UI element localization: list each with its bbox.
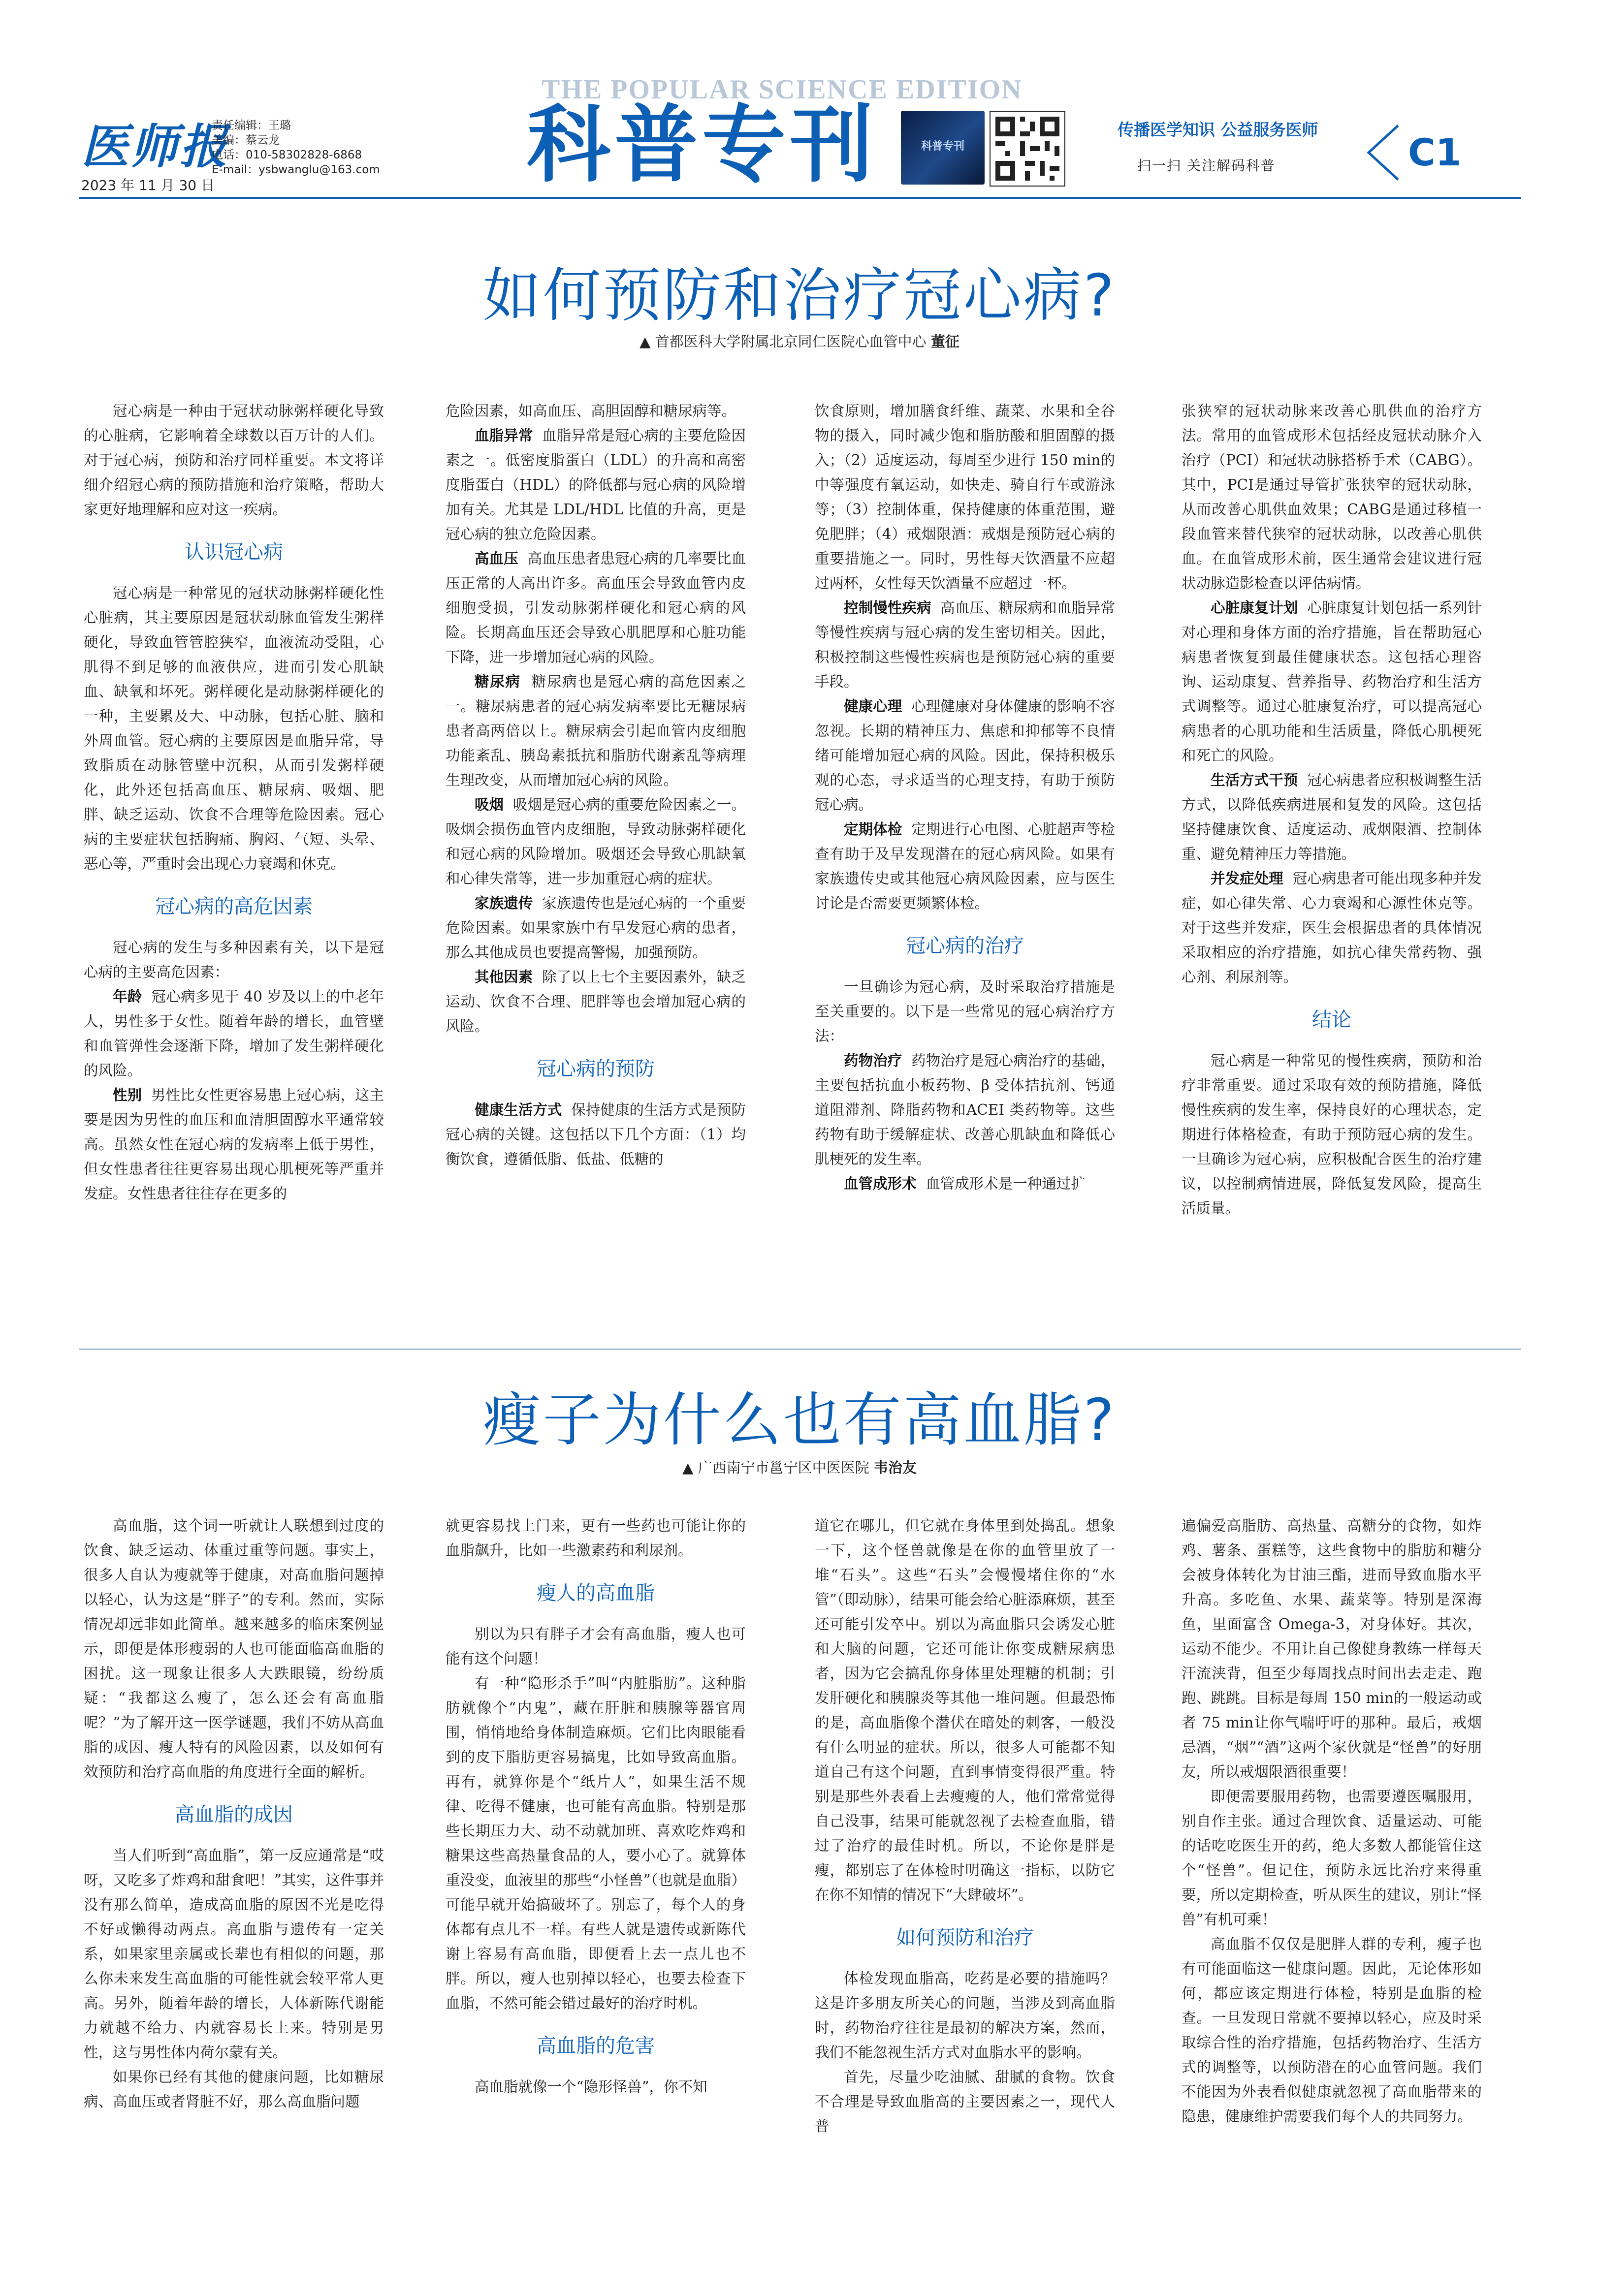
paragraph: 高血脂，这个词一听就让人联想到过度的饮食、缺乏运动、体重过重等问题。事实上，很多人自认为瘦就等于健康，对高血脂问题掉以轻心，认为这是“胖子”的专利。然而，实际情况却远非如此简单。越来越多的临床案例显示，即便是体形瘦弱的人也可能面临高血脂的困扰。这一现象让很多人大跌眼镜，纷纷质疑：“我都这么瘦了，怎么还会有高血脂呢？”为了解开这一医学谜题，我们不妨从高血脂的成因、瘦人特有的风险因素，以及如何有效预防和治疗高血脂的角度进行全面的解析。 — [84, 1517, 384, 1780]
section-heading: 结论 — [1312, 1008, 1351, 1031]
paragraph: 当人们听到“高血脂”，第一反应通常是“哎呀，又吃多了炸鸡和甜食吧！”其实，这件事并没有那么简单，造成高血脂的原因不光是吃得不好或懒得动两点。高血脂与遗传有一定关系，如果家里亲属或长辈也有相似的问题，那么你未来发生高血脂的可能性就会较平常人更高。另外，随着年龄的增长，人体新陈代谢能力就越不给力、内就容易长上来。特别是男性，这与男性体内荷尔蒙有关。 — [84, 1847, 384, 2061]
article-1-column-1 — [84, 399, 384, 1206]
paragraph — [815, 596, 1115, 694]
masthead-divider — [79, 197, 1521, 199]
byline-author: 董征 — [930, 333, 959, 350]
edition-poster-image — [901, 111, 985, 185]
article-2-column-1 — [84, 1513, 384, 2114]
paragraph: 冠心病是一种常见的慢性疾病，预防和治疗非常重要。通过采取有效的预防措施，降低慢性疾病的发生率，保持良好的心理状态，定期进行体格检查，有助于预防冠心病的发生。一旦确诊为冠心病，应积极配合医生的治疗建议，以控制病情进展，降低复发风险，提高生活质量。 — [1182, 1052, 1482, 1217]
paragraph: 就更容易找上门来，更有一些药也可能让你的血脂飙升，比如一些激素药和利尿剂。 — [446, 1517, 746, 1559]
article-1-column-2 — [446, 399, 746, 1171]
article-1-column-3 — [815, 399, 1115, 1196]
paragraph-lead: 心脏康复计划 — [1211, 599, 1298, 616]
section-heading: 高血脂的成因 — [175, 1803, 293, 1826]
section-heading: 如何预防和治疗 — [896, 1926, 1034, 1949]
editor-line: 电话：010-58302828-6868 — [212, 149, 362, 161]
article-divider — [79, 1349, 1521, 1350]
paragraph-lead: 健康生活方式 — [475, 1101, 562, 1118]
paragraph-text: 高血压患者患冠心病的几率要比血压正常的人高出许多。高血压会导致血管内皮细胞受损，引发动脉粥样硬化和冠心病的风险。长期高血压还会导致心肌肥厚和心脏功能下降，进一步增加冠心病的风险。 — [446, 550, 746, 665]
paragraph: 有一种“隐形杀手”叫“内脏脂肪”。这种脂肪就像个“内鬼”，藏在肝脏和胰腺等器官周围，悄悄地给身体制造麻烦。它们比肉眼能看到的皮下脂肪更容易搞鬼，比如导致高血脂。再有，就算你是个“纸片人”，如果生活不规律、吃得不健康，也可能有高血脂。特别是那些长期压力大、动不动就加班、喜欢吃炸鸡和糖果这些高热量食品的人，要小心了。就算体重没变，血液里的那些“小怪兽”（也就是血脂）可能早就开始搞破坏了。别忘了，每个人的身体都有点儿不一样。有些人就是遗传或新陈代谢上容易有高血脂，即便看上去一点儿也不胖。所以，瘦人也别掉以轻心，也要去检查下血脂，不然可能会错过最好的治疗时机。 — [446, 1675, 746, 2012]
paragraph-lead: 高血压 — [475, 550, 518, 567]
article-2-column-4 — [1182, 1513, 1482, 2129]
edition-name-en: THE POPULAR SCIENCE EDITION — [542, 74, 1023, 105]
paragraph: 别以为只有胖子才会有高血脂，瘦人也可能有这个问题！ — [446, 1626, 746, 1667]
scan-prompt: 扫一扫 关注解码科普 — [1137, 157, 1276, 174]
article-2-byline — [0, 1457, 1599, 1477]
article-1-title: 如何预防和治疗冠心病? — [482, 261, 1117, 329]
paragraph-lead: 定期体检 — [844, 821, 902, 838]
page-tab-chevron-icon — [1364, 123, 1403, 182]
paragraph-text: 吸烟是冠心病的重要危险因素之一。吸烟会损伤血管内皮细胞，导致动脉粥样硬化和冠心病的风险增加。吸烟还会导致心肌缺氧和心律失常等，进一步加重冠心病的症状。 — [446, 796, 746, 887]
qr-code-icon[interactable] — [990, 111, 1065, 187]
paragraph-text: 冠心病患者可能出现多种并发症，如心律失常、心力衰竭和心源性休克等。对于这些并发症，医生会根据患者的具体情况采取相应的治疗措施，如抗心律失常药物、强心剂、利尿剂等。 — [1182, 870, 1482, 985]
issue-date: 2023 年 11 月 30 日 — [81, 177, 215, 193]
paragraph: 高血脂就像一个“隐形怪兽”，你不知 — [475, 2078, 707, 2095]
paragraph-text: 保持健康的生活方式是预防冠心病的关键。这包括以下几个方面：（1）均衡饮食，遵循低脂、低盐、低糖的 — [446, 1101, 746, 1167]
paragraph: 冠心病是一种常见的冠状动脉粥样硬化性心脏病，其主要原因是冠状动脉血管发生粥样硬化，导致血管管腔狭窄，血液流动受阻，心肌得不到足够的血液供应，进而引发心肌缺血、缺氧和坏死。粥样硬化是动脉粥样硬化的一种，主要累及大、中动脉，包括心脏、脑和外周血管。冠心病的主要原因是血脂异常，导致脂质在动脉管壁中沉积，从而引发粥样硬化，此外还包括高血压、糖尿病、吸烟、肥胖、缺乏运动、饮食不合理等危险因素。冠心病的主要症状包括胸痛、胸闷、气短、头晕、恶心等，严重时会出现心力衰竭和休克。 — [84, 585, 384, 872]
section-heading: 认识冠心病 — [185, 541, 283, 564]
article-2-column-2 — [446, 1513, 746, 2099]
paragraph — [1182, 768, 1482, 866]
paragraph — [1182, 596, 1482, 768]
paragraph — [84, 984, 384, 1083]
paragraph-text: 心脏康复计划包括一系列针对心理和身体方面的治疗措施，旨在帮助冠心病患者恢复到最佳健康状态。这包括心理咨询、运动康复、营养指导、药物治疗和生活方式调整等。通过心脏康复治疗，可以提高冠心病患者的心肌功能和生活质量，降低心肌梗死和死亡的风险。 — [1182, 599, 1482, 764]
paragraph — [815, 1171, 1115, 1196]
paragraph-text: 心理健康对身体健康的影响不容忽视。长期的精神压力、焦虑和抑郁等不良情绪可能增加冠心病的风险。因此，保持积极乐观的心态，寻求适当的心理支持，有助于预防冠心病。 — [815, 698, 1115, 813]
poster-caption: 科普专刊 — [921, 140, 964, 153]
paragraph-text: 冠心病患者应积极调整生活方式，以降低疾病进展和复发的风险。这包括坚持健康饮食、适度运动、戒烟限酒、控制体重、避免精神压力等措施。 — [1182, 772, 1482, 862]
paragraph-lead: 年龄 — [113, 988, 142, 1005]
article-2-column-3 — [815, 1513, 1115, 2139]
article-1-byline — [0, 331, 1599, 351]
paragraph-lead: 其他因素 — [475, 969, 533, 985]
paragraph-lead: 血管成形术 — [844, 1175, 917, 1192]
paragraph: 首先，尽量少吃油腻、甜腻的食物。饮食不合理是导致血脂高的主要因素之一，现代人普 — [815, 2069, 1115, 2135]
paragraph: 一旦确诊为冠心病，及时采取治疗措施是至关重要的。以下是一些常见的冠心病治疗方法： — [815, 978, 1115, 1044]
paragraph — [1182, 866, 1482, 989]
paragraph: 如果你已经有其他的健康问题，比如糖尿病、高血压或者肾脏不好，那么高血脂问题 — [84, 2069, 384, 2110]
section-heading: 冠心病的预防 — [537, 1058, 655, 1080]
editor-line: 责任编辑：王璐 — [212, 119, 291, 132]
paragraph-lead: 药物治疗 — [844, 1052, 902, 1069]
editor-line: E-mail：ysbwanglu@163.com — [212, 163, 380, 176]
article-1-column-4 — [1182, 399, 1482, 1221]
section-heading: 瘦人的高血脂 — [537, 1582, 655, 1604]
paragraph-lead: 性别 — [113, 1087, 142, 1103]
paragraph: 张狭窄的冠状动脉来改善心肌供血的治疗方法。常用的血管成形术包括经皮冠状动脉介入治疗（PCI）和冠状动脉搭桥手术（CABG）。其中，PCI是通过导管扩张狭窄的冠状动脉，从而改善心肌供血效果；CABG是通过移植一段血管来替代狭窄的冠状动脉，以改善心肌供血。在血管成形术前，医生通常会建议进行冠状动脉造影检查以评估病情。 — [1182, 403, 1482, 592]
editor-line: 美编：蔡云龙 — [212, 134, 280, 147]
paragraph-text: 男性比女性更容易患上冠心病，这主要是因为男性的血压和血清胆固醇水平通常较高。虽然女性在冠心病的发病率上低于男性，但女性患者往往更容易出现心肌梗死等严重并发症。女性患者往往存在更多的 — [84, 1087, 384, 1202]
byline-affiliation: ▲ 首都医科大学附属北京同仁医院心血管中心 — [640, 333, 931, 350]
paragraph: 饮食原则，增加膳食纤维、蔬菜、水果和全谷物的摄入，同时减少饱和脂肪酸和胆固醇的摄入；（2）适度运动，每周至少进行 150 min的中等强度有氧运动，如快走、骑自行车或游泳等；（3）控制体重，保持健康的体重范围，避免肥胖；（4）戒烟限酒：戒烟是预防冠心病的重要措施之一。同时，男性每天饮酒量不应超过两杯，女性每天饮酒量不应超过一杯。 — [815, 403, 1115, 592]
section-heading: 冠心病的治疗 — [906, 935, 1024, 957]
paragraph-text: 除了以上七个主要因素外，缺乏运动、饮食不合理、肥胖等也会增加冠心病的风险。 — [446, 969, 746, 1035]
paragraph: 危险因素，如高血压、高胆固醇和糖尿病等。 — [446, 403, 736, 419]
paragraph-lead: 生活方式干预 — [1211, 772, 1298, 788]
paragraph — [815, 694, 1115, 817]
paragraph — [446, 965, 746, 1038]
paragraph: 道它在哪儿，但它就在身体里到处捣乱。想象一下，这个怪兽就像是在你的血管里放了一堆“石头”。这些“石头”会慢慢堵住你的“水管”（即动脉），结果可能会给心脏添麻烦，甚至还可能引发卒中。别以为高血脂只会诱发心脏和大脑的问题，它还可能让你变成糖尿病患者，因为它会搞乱你身体里处理糖的机制；引发肝硬化和胰腺炎等其他一堆问题。但最恐怖的是，高血脂像个潜伏在暗处的刺客，一般没有什么明显的症状。所以，很多人可能都不知道自己有这个问题，直到事情变得很严重。特别是那些外表看上去瘦瘦的人，他们常常觉得自己没事，结果可能就忽视了去检查血脂，错过了治疗的最佳时机。所以，不论你是胖是瘦，都别忘了在体检时明确这一指标，以防它在你不知情的情况下“大肆破坏”。 — [815, 1517, 1115, 1903]
newspaper-logo: 医师报 — [81, 119, 229, 174]
paragraph-lead: 糖尿病 — [475, 673, 521, 690]
paragraph-text: 血脂异常是冠心病的主要危险因素之一。低密度脂蛋白（LDL）的升高和高密度脂蛋白（HDL）的降低都与冠心病的风险增加有关。尤其是 LDL/HDL 比值的升高，更是冠心病的独立危险因素。 — [446, 427, 746, 542]
paragraph-lead: 控制慢性疾病 — [844, 599, 931, 616]
edition-title: 科普专刊 — [527, 96, 878, 194]
paragraph: 冠心病是一种由于冠状动脉粥样硬化导致的心脏病，它影响着全球数以百万计的人们。对于冠心病，预防和治疗同样重要。本文将详细介绍冠心病的预防措施和治疗策略，帮助大家更好地理解和应对这一疾病。 — [84, 403, 384, 518]
qr-code-pattern — [991, 112, 1064, 186]
section-heading: 冠心病的高危因素 — [155, 895, 313, 918]
paragraph-text: 冠心病多见于 40 岁及以上的中老年人，男性多于女性。随着年龄的增长，血管壁和血管弹性会逐渐下降，增加了发生粥样硬化的风险。 — [84, 988, 384, 1079]
paragraph — [815, 817, 1115, 915]
paragraph: 体检发现血脂高，吃药是必要的措施吗？这是许多朋友所关心的问题，当涉及到高血脂时，药物治疗往往是最初的解决方案，然而，我们不能忽视生活方式对血脂水平的影响。 — [815, 1970, 1115, 2061]
paragraph-lead: 血脂异常 — [475, 427, 533, 444]
paragraph: 遍偏爱高脂肪、高热量、高糖分的食物，如炸鸡、薯条、蛋糕等，这些食物中的脂肪和糖分会被身体转化为甘油三酯，进而导致血脂水平升高。多吃鱼、水果、蔬菜等。特别是深海鱼，里面富含 Omega-3，对身体好。其次，运动不能少。不用让自己像健身教练一样每天汗流浃背，但至少每周找点时间出去走走、跑跑、跳跳。目标是每周 150 min的一般运动或者 75 min让你气喘吁吁的那种。最后，戒烟忌酒，“烟”“酒”这两个家伙就是“怪兽”的好朋友，所以戒烟限酒很重要！ — [1182, 1517, 1482, 1780]
paragraph-text: 定期进行心电图、心脏超声等检查有助于及早发现潜在的冠心病风险。如果有家族遗传史或其他冠心病风险因素，应与医生讨论是否需要更频繁体检。 — [815, 821, 1115, 912]
paragraph: 冠心病的发生与多种因素有关，以下是冠心病的主要高危因素： — [84, 939, 384, 980]
paragraph — [446, 891, 746, 965]
paragraph — [446, 546, 746, 669]
paragraph — [815, 1048, 1115, 1171]
paragraph-lead: 并发症处理 — [1211, 870, 1283, 887]
paragraph — [446, 669, 746, 792]
paragraph-lead: 吸烟 — [475, 796, 504, 813]
paragraph: 即便需要服用药物，也需要遵医嘱服用，别自作主张。通过合理饮食、适量运动、可能的话吃吃医生开的药，绝大多数人都能管住这个“怪兽”。但记住，预防永远比治疗来得重要，所以定期检查，听从医生的建议，别让“怪兽”有机可乘！ — [1182, 1788, 1482, 1928]
paragraph: 高血脂不仅仅是肥胖人群的专利，瘦子也有可能面临这一健康问题。因此，无论体形如何，都应该定期进行体检，特别是血脂的检查。一旦发现日常就不要掉以轻心，应及时采取综合性的治疗措施，包括药物治疗、生活方式的调整等，以预防潜在的心血管问题。我们不能因为外表看似健康就忽视了高血脂带来的隐患，健康维护需要我们每个人的共同努力。 — [1182, 1936, 1482, 2125]
paragraph-text: 高血压、糖尿病和血脂异常等慢性疾病与冠心病的发生密切相关。因此，积极控制这些慢性疾病也是预防冠心病的重要手段。 — [815, 599, 1115, 690]
paragraph-text: 药物治疗是冠心病治疗的基础，主要包括抗血小板药物、β 受体拮抗剂、钙通道阻滞剂、降脂药物和ACEI 类药物等。这些药物有助于缓解症状、改善心肌缺血和降低心肌梗死的发生率。 — [815, 1052, 1115, 1167]
paragraph-lead: 健康心理 — [844, 698, 902, 715]
paragraph — [446, 1098, 746, 1171]
paragraph-text: 家族遗传也是冠心病的一个重要危险因素。如果家族中有早发冠心病的患者，那么其他成员也要提高警惕，加强预防。 — [446, 895, 746, 961]
paragraph — [446, 423, 746, 546]
paragraph-lead: 家族遗传 — [475, 895, 533, 912]
paragraph — [446, 792, 746, 891]
paragraph-text: 血管成形术是一种通过扩 — [926, 1175, 1086, 1192]
section-heading: 高血脂的危害 — [537, 2035, 655, 2057]
article-2-title: 瘦子为什么也有高血脂? — [482, 1386, 1117, 1454]
page-number: C1 — [1408, 130, 1462, 174]
paragraph — [84, 1083, 384, 1206]
byline-affiliation: ▲ 广西南宁市邕宁区中医医院 — [682, 1459, 874, 1476]
edition-slogan: 传播医学知识 公益服务医师 — [1118, 120, 1318, 139]
paragraph-text: 糖尿病也是冠心病的高危因素之一。糖尿病患者的冠心病发病率要比无糖尿病患者高两倍以上。糖尿病会引起血管内皮细胞功能紊乱、胰岛素抵抗和脂肪代谢紊乱等病理生理改变，从而增加冠心病的风险。 — [446, 673, 746, 788]
byline-author: 韦治友 — [873, 1459, 917, 1476]
editor-info — [212, 118, 380, 177]
